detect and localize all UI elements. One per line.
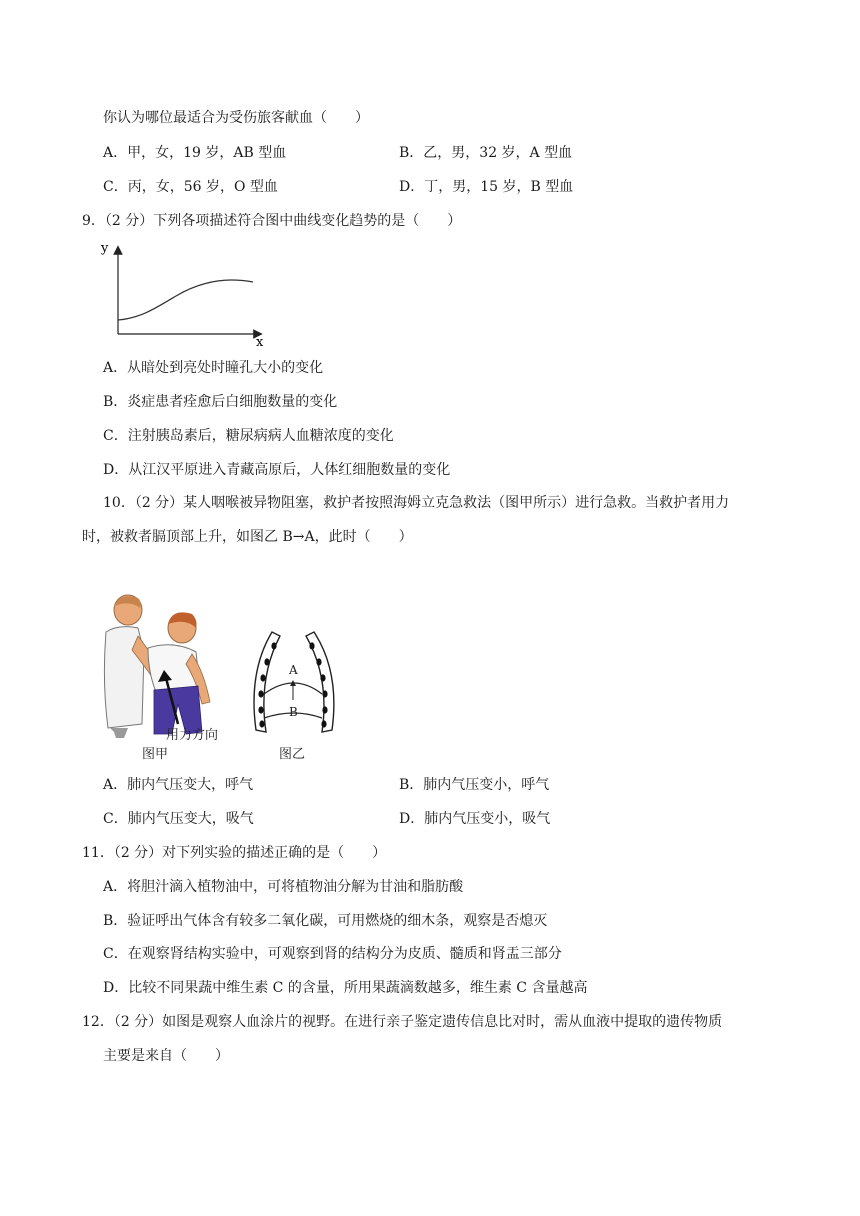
q11-stem: 11．（2 分）对下列实验的描述正确的是（ ） xyxy=(82,845,387,861)
q10-stem-line1: 10．（2 分）某人咽喉被异物阻塞，救护者按照海姆立克急救法（图甲所示）进行急救。当救护者用力 xyxy=(103,495,730,511)
q9-curve xyxy=(118,280,253,320)
q10-figure-heimlich xyxy=(98,592,238,764)
q10-option-a: A．肺内气压变大，呼气 xyxy=(103,777,254,793)
q8-option-d: D．丁，男，15 岁，B 型血 xyxy=(399,179,574,195)
q8-option-a: A．甲，女，19 岁，AB 型血 xyxy=(103,145,287,161)
q9-option-c: C．注射胰岛素后，糖尿病病人血糖浓度的变化 xyxy=(103,428,394,444)
q10-label-a: A xyxy=(289,663,298,677)
q10-caption-b: 图乙 xyxy=(279,747,306,762)
q9-option-b: B．炎症患者痊愈后白细胞数量的变化 xyxy=(103,394,338,410)
victim-pants xyxy=(154,686,202,734)
q8-option-c: C．丙，女，56 岁，O 型血 xyxy=(103,179,278,195)
q10-option-d: D．肺内气压变小，吸气 xyxy=(399,811,551,827)
q10-arrow-label: 用力方向 xyxy=(166,728,219,743)
q9-y-label: y xyxy=(101,241,109,256)
q10-option-b: B．肺内气压变小，呼气 xyxy=(399,777,550,793)
q11-option-b: B．验证呼出气体含有较多二氧化碳，可用燃烧的细木条，观察是否熄灭 xyxy=(103,913,548,929)
q12-stem-line1: 12．（2 分）如图是观察人血涂片的视野。在进行亲子鉴定遗传信息比对时，需从血液中提取的遗传物质 xyxy=(82,1014,723,1030)
rescuer-legs xyxy=(110,728,128,738)
q10-option-c: C．肺内气压变大，吸气 xyxy=(103,811,254,827)
q10-figure-thorax xyxy=(244,622,354,764)
q9-x-label: x xyxy=(256,335,264,348)
q10-label-b: B xyxy=(289,705,298,719)
q8-stem: 你认为哪位最适合为受伤旅客献血（ ） xyxy=(103,110,369,126)
q9-stem: 9．（2 分）下列各项描述符合图中曲线变化趋势的是（ ） xyxy=(82,213,462,229)
q12-stem-line2: 主要是来自（ ） xyxy=(103,1048,229,1064)
q11-option-a: A．将胆汁滴入植物油中，可将植物油分解为甘油和脂肪酸 xyxy=(103,879,464,895)
q11-option-c: C．在观察肾结构实验中，可观察到肾的结构分为皮质、髓质和肾盂三部分 xyxy=(103,946,562,962)
q10-caption-a: 图甲 xyxy=(142,747,169,762)
q9-option-d: D．从江汉平原进入青藏高原后，人体红细胞数量的变化 xyxy=(103,462,451,478)
q9-curve-graph xyxy=(96,238,276,348)
q8-option-b: B．乙，男，32 岁，A 型血 xyxy=(399,145,573,161)
q9-option-a: A．从暗处到亮处时瞳孔大小的变化 xyxy=(103,360,324,376)
q10-stem-line2: 时，被救者膈顶部上升，如图乙 B→A，此时（ ） xyxy=(82,529,413,545)
q11-option-d: D．比较不同果蔬中维生素 C 的含量，所用果蔬滴数越多，维生素 C 含量越高 xyxy=(103,980,588,996)
